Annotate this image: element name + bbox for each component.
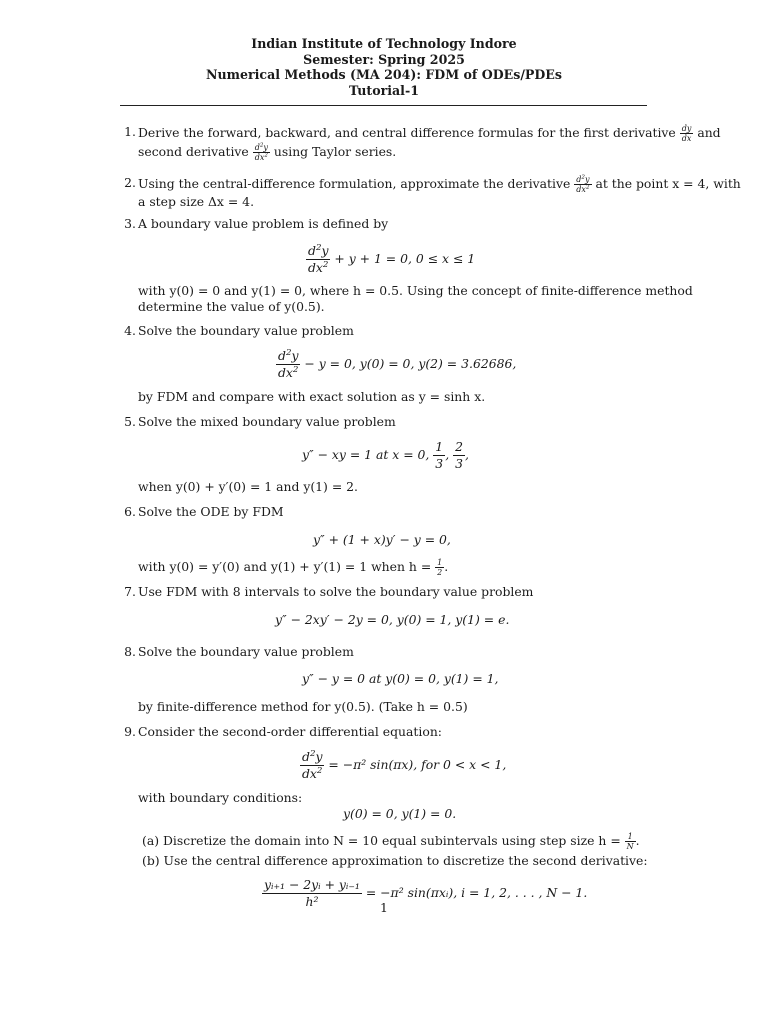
discretized-equation: $\frac{\text{yᵢ₊₁ − 2yᵢ + yᵢ₋₁}}{\text{h²}}$ = −π² sin(πxᵢ), i = 1, 2, . . . , N − 1.: [264, 877, 588, 910]
equation-3: $\frac{d^2y}{dx^2}$ + y + 1 = 0, 0 ≤ x ≤ 1: [308, 242, 476, 276]
d2y-dx2-fraction: $\frac{d^2y}{dx^2}$: [254, 142, 268, 162]
course-title: Numerical Methods (MA 204): FDM of ODEs/PDEs: [205, 67, 562, 83]
boundary-conditions: y(0) = 0, y(1) = 0.: [343, 806, 457, 821]
tutorial-title: Tutorial-1: [349, 82, 419, 98]
subpart-a: (a) Discretize the domain into N = 10 equal subintervals using step size h = $\frac{1}{N}$ .: [142, 832, 640, 851]
semester: Semester: Spring 2025: [303, 51, 465, 67]
equation-4: $\frac{d^2y}{dx^2}$ − y = 0, y(0) = 0, y(2) = 3.62686,: [278, 347, 517, 381]
equation-6: y″ + (1 + x)y′ − y = 0,: [313, 532, 451, 547]
document-header: [0, 36, 768, 98]
page-number: 1: [380, 900, 388, 915]
tutorial-page: Indian Institute of Technology Indore Semester: Spring 2025 Numerical Methods (MA 204): FDM of ODEs/PDEs Tutorial-1 1. Derive the forward, backward, and central difference formulas for the first derivative $\frac{dy}{dx}$ and second derivative $\frac{d^2y}{dx^2}$ using Taylor series. 2. Using the central-difference formulation, approximate the derivative $\frac{d^2y}{dx^2}$ at the point x = 4, with a step size Δx = 4. 3. A boundary value problem is defined by $\frac{d^2y}{dx^2}$ + y + 1 = 0, 0 ≤ x ≤ 1 with y(0) = 0 and y(1) = 0, where h = 0.5. Using the concept of finite-difference method determine the value of y(0.5). 4. Solve the boundary value problem $\frac{d^2y}{dx^2}$ − y = 0, y(0) = 0, y(2) = 3.62686, by FDM and compare with exact solution as y = sinh x. 5. Solve the mixed boundary value problem y″ − xy = 1 at x = 0, $\frac{1}{3}$ , $\frac{2}{3}$ , when y(0) + y′(0) = 1 and y(1) = 2. 6. Solve the ODE by FDM y″ + (1 + x)y′ − y = 0, with y(0) = y′(0) and y(1) + y′(1) = 1 when h = $\frac{1}{2}$ . 7. Use FDM with 8 intervals to solve the boundary value problem y″ − 2xy′ − 2y = 0, y(0) = 1, y(1) = e. 8. Solve the boundary value problem y″ − y = 0 at y(0) = 0, y(1) = 1, by finite-difference method for y(0.5). (Take h = 0.5) 9. Consider the second-order differential equation: $\frac{d^2y}{dx^2}$ = −π² sin(πx), for 0 < x < 1, with boundary conditions: y(0) = 0, y(1) = 0. (a) Discretize the domain into N = 10 equal subintervals using step size h = $\frac{1}{N}$ . (b) Use the central difference approximation to discretize the second derivative: $\frac{\text{yᵢ₊₁ − 2yᵢ + yᵢ₋₁}}{\text{h²}}$ = −π² sin(πxᵢ), i = 1, 2, . . . , N − 1. 1: [0, 0, 768, 1024]
d2y-dx2-fraction: $\frac{d^2y}{dx^2}$: [576, 174, 590, 194]
institute-name: Indian Institute of Technology Indore: [251, 36, 517, 51]
equation-9: $\frac{d^2y}{dx^2}$ = −π² sin(πx), for 0 < x < 1,: [302, 748, 507, 782]
equation-5: y″ − xy = 1 at x = 0, $\frac{1}{3}$ , $\frac{2}{3}$ ,: [302, 439, 469, 472]
subpart-b: (b) Use the central difference approximation to discretize the second derivative:: [142, 853, 648, 868]
equation-7: y″ − 2xy′ − 2y = 0, y(0) = 1, y(1) = e.: [275, 612, 510, 627]
header-divider: [120, 105, 647, 106]
dy-dx-fraction: $\frac{dy}{dx}$: [681, 124, 692, 143]
equation-8: y″ − y = 0 at y(0) = 0, y(1) = 1,: [302, 671, 499, 686]
problem-number: 1.: [124, 124, 136, 139]
